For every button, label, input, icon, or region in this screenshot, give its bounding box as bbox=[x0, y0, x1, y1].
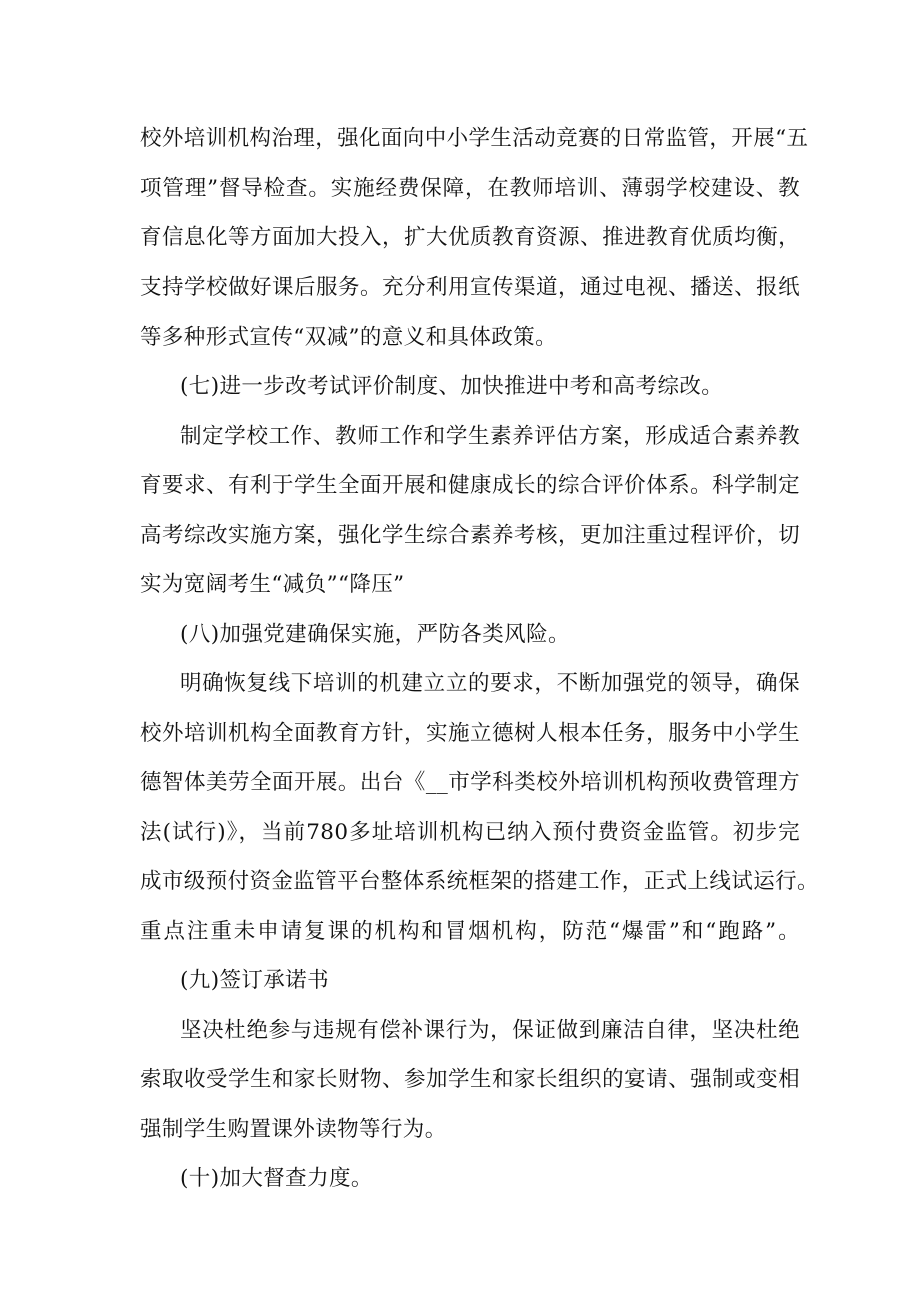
section-heading: (十)加大督查力度。 bbox=[180, 1166, 373, 1191]
paragraph-line: 等多种形式宣传“双减”的意义和具体政策。 bbox=[140, 325, 557, 350]
section-heading: (八)加强党建确保实施，严防各类风险。 bbox=[180, 622, 570, 647]
paragraph-line: 项管理”督导检查。实施经费保障，在教师培训、薄弱学校建设、教 bbox=[140, 176, 800, 201]
paragraph-line: 明确恢复线下培训的机建立立的要求，不断加强党的领导，确保 bbox=[180, 671, 800, 696]
paragraph-line: 成市级预付资金监管平台整体系统框架的搭建工作，正式上线试运行。 bbox=[140, 869, 819, 894]
paragraph-line: 强制学生购置课外读物等行为。 bbox=[140, 1117, 447, 1142]
section-heading: (七)进一步改考试评价制度、加快推进中考和高考综改。 bbox=[180, 374, 724, 399]
paragraph-line: 德智体美劳全面开展。出台《__市学科类校外培训机构预收费管理方 bbox=[140, 770, 800, 795]
paragraph-line: 校外培训机构全面教育方针，实施立德树人根本任务，服务中小学生 bbox=[140, 721, 800, 746]
paragraph-line: 育要求、有利于学生全面开展和健康成长的综合评价体系。科学制定 bbox=[140, 473, 800, 498]
paragraph-line: 高考综改实施方案，强化学生综合素养考核，更加注重过程评价，切 bbox=[140, 523, 800, 548]
paragraph-line: 坚决杜绝参与违规有偿补课行为，保证做到廉洁自律，坚决杜绝 bbox=[180, 1018, 800, 1043]
paragraph-line: 育信息化等方面加大投入，扩大优质教育资源、推进教育优质均衡， bbox=[140, 225, 800, 250]
paragraph-line: 法(试行)》，当前780多址培训机构已纳入预付费资金监管。初步完 bbox=[140, 820, 800, 845]
section-heading: (九)签订承诺书 bbox=[180, 968, 329, 993]
paragraph-line: 制定学校工作、教师工作和学生素养评估方案，形成适合素养教 bbox=[180, 424, 800, 449]
paragraph-line: 重点注重未申请复课的机构和冒烟机构，防范“爆雷”和“跑路”。 bbox=[140, 919, 800, 944]
paragraph-line: 校外培训机构治理，强化面向中小学生活动竞赛的日常监管，开展“五 bbox=[140, 126, 809, 151]
paragraph-line: 支持学校做好课后服务。充分利用宣传渠道，通过电视、播送、报纸 bbox=[140, 275, 800, 300]
paragraph-line: 实为宽阔考生“减负”“降压” bbox=[140, 572, 405, 597]
paragraph-line: 索取收受学生和家长财物、参加学生和家长组织的宴请、强制或变相 bbox=[140, 1067, 800, 1092]
